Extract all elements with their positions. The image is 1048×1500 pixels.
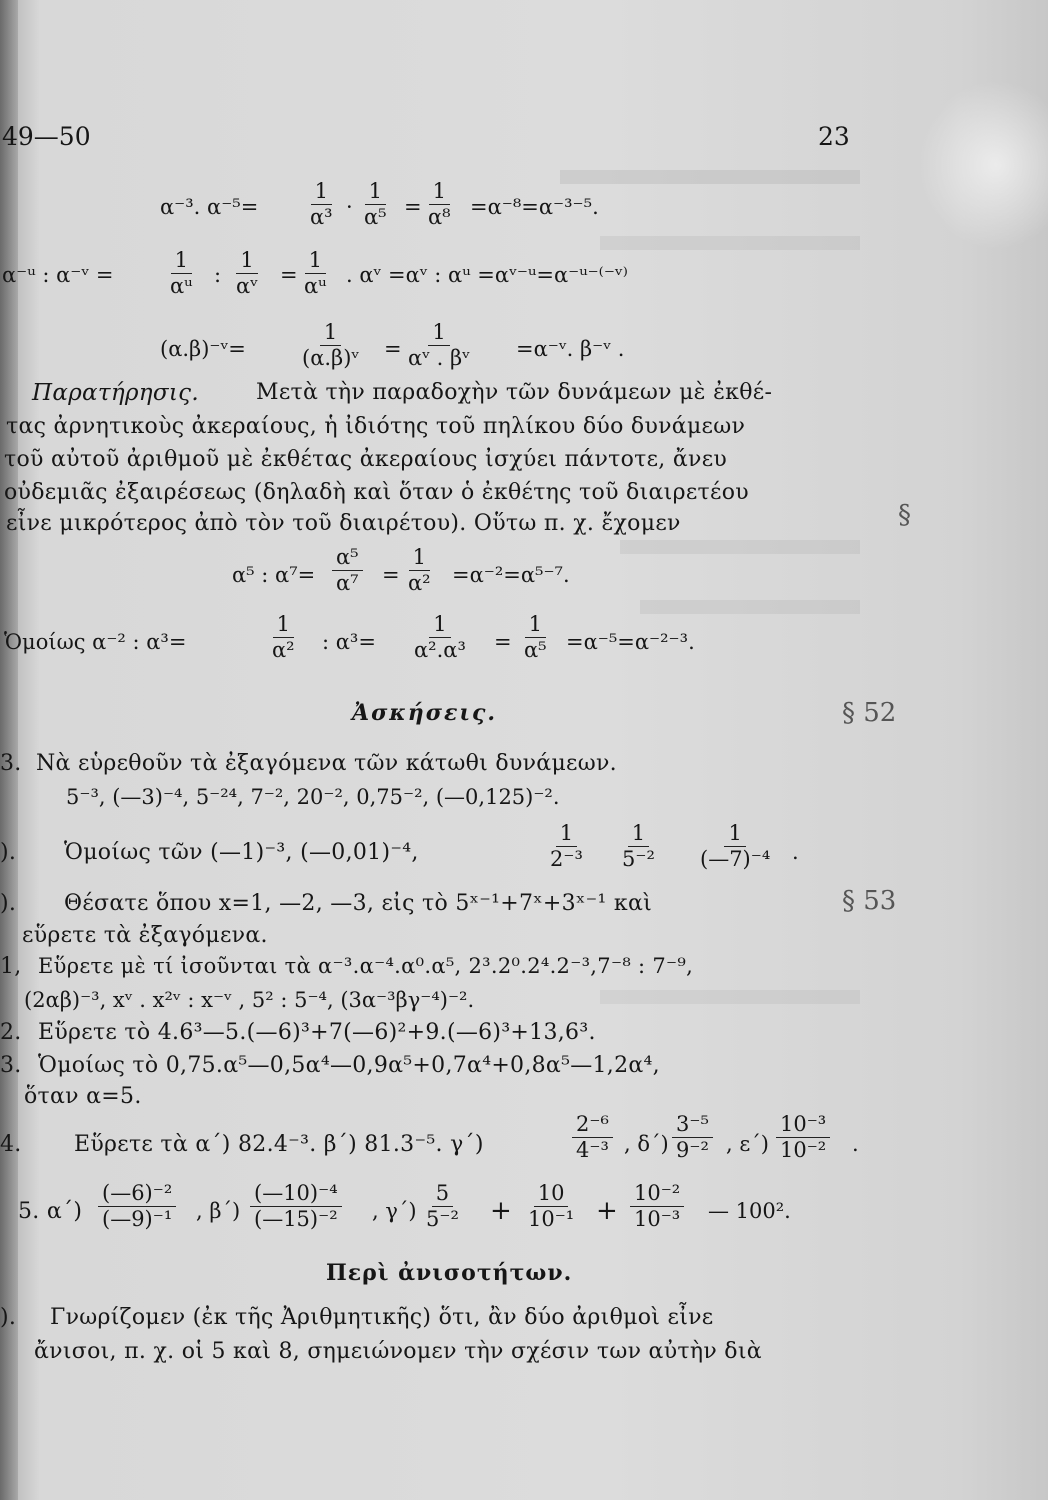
- remark-label: Παρατήρησις.: [32, 380, 199, 406]
- formula-5-eq: =: [494, 630, 512, 654]
- formula-4-rhs: =α⁻²=α⁵⁻⁷.: [452, 563, 570, 587]
- exercise-8-plus-1: +: [490, 1196, 512, 1226]
- formula-5-rhs: =α⁻⁵=α⁻²⁻³.: [566, 630, 695, 654]
- formula-4-frac-2: $\frac{1}{\text{α²}}$: [408, 545, 431, 595]
- bleed-through: [620, 540, 860, 554]
- formula-1-frac-2: $\frac{1}{\text{α⁵}}$: [364, 179, 387, 229]
- exercise-8-number: 5. α΄): [18, 1199, 83, 1224]
- exercises-title: Ἀσκήσεις.: [352, 700, 498, 726]
- formula-5-colon: : α³=: [322, 630, 376, 654]
- exercise-7-frac-1: $\frac{\text{2⁻⁶}}{\text{4⁻³}}$: [572, 1114, 613, 1161]
- exercise-8-frac-4: $\frac{10}{\text{10⁻¹}}$: [528, 1181, 575, 1231]
- remark-line-3: τοῦ αὐτοῦ ἀριθμοῦ μὲ ἐκθέτας ἀκεραίους ἰσχύει πάντοτε, ἄνευ: [4, 447, 728, 472]
- exercise-2-frac-2: $\frac{1}{\text{5⁻²}}$: [622, 821, 655, 871]
- formula-2-eq: =: [280, 263, 298, 287]
- exercise-5-text: Εὕρετε τὸ 4.6³—5.(—6)³+7(—6)²+9.(—6)³+13,6³.: [38, 1020, 596, 1045]
- page-number: 23: [818, 122, 850, 151]
- exercise-8-frac-1: $\frac{\text{(—6)⁻²}}{\text{(—9)⁻¹}}$: [98, 1183, 176, 1230]
- exercise-4-text: Εὕρετε μὲ τί ἰσοῦνται τὰ α⁻³.α⁻⁴.α⁰.α⁵, 2³.2⁰.2⁴.2⁻³,7⁻⁸ : 7⁻⁹,: [38, 954, 694, 978]
- formula-3-frac-2: $\frac{1}{\text{αᵛ . βᵛ}}$: [408, 320, 470, 370]
- exercise-8-frac-5: $\frac{\text{10⁻²}}{\text{10⁻³}}$: [630, 1183, 684, 1230]
- formula-2-frac-2: $\frac{1}{\text{αᵛ}}$: [236, 248, 259, 298]
- bleed-through: [560, 170, 860, 184]
- exercise-2-number: ).: [0, 840, 17, 865]
- formula-5-lhs: Ὁμοίως α⁻² : α³=: [4, 630, 187, 654]
- exercise-3-number: ).: [0, 891, 17, 916]
- exercise-7-text: Εὕρετε τὰ α΄) 82.4⁻³. β΄) 81.3⁻⁵. γ΄): [74, 1132, 484, 1157]
- bleed-through: [600, 236, 860, 250]
- formula-4-eq: =: [382, 563, 400, 587]
- remark-line-4: οὐδεμιᾶς ἐξαιρέσεως (δηλαδὴ καὶ ὅταν ὁ ἐκθέτης τοῦ διαιρετέου: [4, 480, 749, 505]
- exercise-7-frac-3: $\frac{\text{10⁻³}}{\text{10⁻²}}$: [776, 1114, 830, 1161]
- margin-section-52: § 52: [842, 698, 897, 728]
- formula-2-frac-1: $\frac{1}{\text{αᵘ}}$: [170, 248, 193, 298]
- formula-4-frac-1: $\frac{\text{α⁵}}{\text{α⁷}}$: [332, 547, 363, 594]
- formula-3-rhs: =α⁻ᵛ. β⁻ᵛ .: [516, 337, 625, 361]
- exercise-2-text: Ὁμοίως τῶν (—1)⁻³, (—0,01)⁻⁴,: [64, 840, 419, 865]
- formula-5-frac-1: $\frac{1}{\text{α²}}$: [272, 612, 295, 662]
- formula-1-lhs: α⁻³. α⁻⁵=: [160, 195, 259, 219]
- margin-section-53: § 53: [842, 886, 897, 916]
- formula-2-frac-3: $\frac{1}{\text{αᵘ}}$: [304, 248, 327, 298]
- remark-line-2: τας ἀρνητικοὺς ἀκεραίους, ἡ ἰδιότης τοῦ πηλίκου δύο δυνάμεων: [6, 414, 746, 439]
- book-binding-shadow: [0, 0, 18, 1500]
- section-range-header: 49—50: [2, 122, 91, 151]
- exercise-3-text: Θέσατε ὅπου x=1, —2, —3, εἰς τὸ 5ˣ⁻¹+7ˣ+3ˣ⁻¹ καὶ: [64, 891, 653, 916]
- exercise-8-b: , β΄): [196, 1199, 241, 1223]
- exercise-8-c: , γ΄): [372, 1199, 417, 1223]
- exercise-5-number: 2.: [0, 1020, 22, 1045]
- bleed-through: [640, 600, 860, 614]
- exercise-8-frac-3: $\frac{5}{\text{5⁻²}}$: [426, 1181, 459, 1231]
- exercise-8-end: — 100².: [708, 1199, 791, 1223]
- formula-3-frac-1: $\frac{1}{\text{(α.β)ᵛ}}$: [302, 320, 360, 370]
- formula-2-lhs: α⁻ᵘ : α⁻ᵛ =: [2, 263, 114, 287]
- exercise-6-text: Ὁμοίως τὸ 0,75.α⁵—0,5α⁴—0,9α⁵+0,7α⁴+0,8α⁵—1,2α⁴,: [38, 1053, 660, 1078]
- exercise-1-number: 3.: [0, 751, 22, 776]
- formula-1-frac-3: $\frac{1}{\text{α⁸}}$: [428, 179, 451, 229]
- exercise-7-end: .: [852, 1132, 859, 1156]
- exercise-4-number: 1,: [0, 954, 22, 979]
- exercise-2-frac-1: $\frac{1}{\text{2⁻³}}$: [550, 821, 583, 871]
- formula-3-eq: =: [384, 337, 402, 361]
- remark-line-5: εἶνε μικρότερος ἀπὸ τὸν τοῦ διαιρέτου). Οὕτω π. χ. ἔχομεν: [6, 511, 681, 536]
- formula-1-rhs: =α⁻⁸=α⁻³⁻⁵.: [470, 195, 599, 219]
- formula-5-frac-2: $\frac{1}{\text{α².α³}}$: [414, 612, 466, 662]
- exercise-4-text-2: (2αβ)⁻³, xᵛ . x²ᵛ : x⁻ᵛ , 5² : 5⁻⁴, (3α⁻³βγ⁻⁴)⁻².: [24, 988, 475, 1012]
- formula-3-lhs: (α.β)⁻ᵛ=: [160, 337, 246, 361]
- section-title: Περὶ ἀνισοτήτων.: [326, 1260, 573, 1286]
- formula-5-frac-3: $\frac{1}{\text{α⁵}}$: [524, 612, 547, 662]
- margin-section-mark: §: [898, 500, 911, 530]
- exercise-3-text-2: εὕρετε τὰ ἐξαγόμενα.: [22, 923, 268, 948]
- exercise-7-mid-2: , ε΄): [726, 1132, 769, 1156]
- formula-4-lhs: α⁵ : α⁷=: [232, 563, 316, 587]
- bleed-through: [600, 990, 860, 1004]
- exercise-2-frac-3: $\frac{1}{\text{(—7)⁻⁴}}$: [700, 821, 771, 871]
- paragraph-number: ).: [0, 1305, 17, 1330]
- remark-line-1: Μετὰ τὴν παραδοχὴν τῶν δυνάμεων μὲ ἐκθέ-: [256, 380, 773, 405]
- formula-2-colon: :: [214, 263, 222, 287]
- exercise-8-plus-2: +: [596, 1196, 618, 1226]
- formula-1-eq: =: [404, 195, 422, 219]
- exercise-8-frac-2: $\frac{\text{(—10)⁻⁴}}{\text{(—15)⁻²}}$: [250, 1183, 342, 1230]
- formula-2-rhs: . αᵛ =αᵛ : αᵘ =αᵛ⁻ᵘ=α⁻ᵘ⁻⁽⁻ᵛ⁾: [346, 263, 628, 287]
- exercise-6-text-2: ὅταν α=5.: [24, 1084, 142, 1109]
- exercise-2-end: .: [792, 840, 799, 864]
- exercise-1-text: Νὰ εὑρεθοῦν τὰ ἐξαγόμενα τῶν κάτωθι δυνάμεων.: [36, 751, 617, 776]
- paragraph-line-1: Γνωρίζομεν (ἐκ τῆς Ἀριθμητικῆς) ὅτι, ἂν δύο ἀριθμοὶ εἶνε: [50, 1305, 714, 1330]
- formula-1-frac-1: $\frac{1}{\text{α³}}$: [310, 179, 333, 229]
- exercise-1-list: 5⁻³, (—3)⁻⁴, 5⁻²⁴, 7⁻², 20⁻², 0,75⁻², (—0,125)⁻².: [66, 785, 560, 809]
- exercise-7-mid-1: , δ΄): [624, 1132, 669, 1156]
- paper-smudge: [918, 80, 1048, 250]
- formula-1-dot: ·: [346, 195, 353, 219]
- exercise-7-frac-2: $\frac{\text{3⁻⁵}}{\text{9⁻²}}$: [672, 1114, 713, 1161]
- paragraph-line-2: ἄνισοι, π. χ. οἱ 5 καὶ 8, σημειώνομεν τὴν σχέσιν των αὐτὴν διὰ: [34, 1339, 762, 1364]
- exercise-6-number: 3.: [0, 1053, 22, 1078]
- exercise-7-number: 4.: [0, 1132, 22, 1157]
